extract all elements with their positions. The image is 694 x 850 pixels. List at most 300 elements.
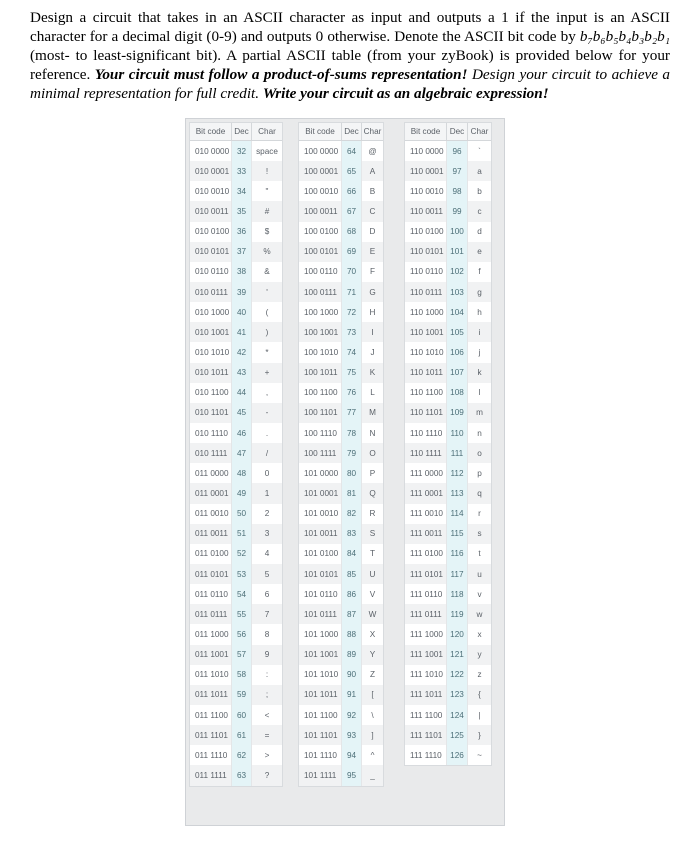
dec-cell: 41 xyxy=(232,322,252,342)
char-cell: Z xyxy=(369,670,375,680)
bit-code-cell: 010 1010 xyxy=(190,342,232,362)
bit-code-cell: 100 1000 xyxy=(299,302,342,322)
bit-code-cell: 101 0010 xyxy=(299,504,342,524)
bit-code-cell: 111 0001 xyxy=(405,483,447,503)
table-row xyxy=(299,363,383,383)
bit-code-cell: 100 1111 xyxy=(299,443,342,463)
bit-code-cell: 010 0011 xyxy=(190,201,232,221)
char-cell: : xyxy=(265,670,269,680)
char-cell: r xyxy=(478,509,481,519)
header-char: Char xyxy=(252,123,282,141)
char-cell: u xyxy=(468,564,491,584)
table-row xyxy=(190,322,282,342)
bit-code-cell: 010 1110 xyxy=(190,423,232,443)
dec-cell: 50 xyxy=(232,504,252,524)
bit-code-cell: 010 0101 xyxy=(190,242,232,262)
char-cell: 9 xyxy=(252,645,282,665)
char-cell: A xyxy=(362,161,383,181)
bit-code-cell: 100 0001 xyxy=(299,161,342,181)
bit-code-cell: 010 0111 xyxy=(190,282,232,302)
char-cell: E xyxy=(362,242,383,262)
table-row xyxy=(299,544,383,564)
char-cell: 0 xyxy=(264,468,270,478)
bit-code-cell: 110 1001 xyxy=(405,322,447,342)
dec-cell: 120 xyxy=(447,624,468,644)
dec-cell: 100 xyxy=(447,222,468,242)
char-cell: f xyxy=(478,267,481,277)
char-cell: * xyxy=(265,347,269,357)
table-row xyxy=(405,665,491,685)
bit-code-cell: 111 0000 xyxy=(405,463,447,483)
char-cell: d xyxy=(477,227,482,237)
table-row xyxy=(190,463,282,483)
char-cell: 4 xyxy=(264,549,270,559)
table-row xyxy=(405,262,491,282)
table-row xyxy=(190,222,282,242)
table-row xyxy=(299,141,383,161)
dec-cell: 96 xyxy=(447,141,468,161)
dec-cell: 38 xyxy=(232,262,252,282)
bit-code-cell: 010 1111 xyxy=(190,443,232,463)
table-row xyxy=(405,745,491,765)
char-cell: 6 xyxy=(264,589,270,599)
dec-cell: 79 xyxy=(342,443,362,463)
table-row xyxy=(405,302,491,322)
char-cell: = xyxy=(252,725,282,745)
dec-cell: 51 xyxy=(232,524,252,544)
table-row xyxy=(405,645,491,665)
bit-code-cell: 100 0000 xyxy=(299,141,342,161)
char-cell: I xyxy=(362,322,383,342)
bit-code-cell: 101 0110 xyxy=(299,584,342,604)
char-cell: J xyxy=(370,347,375,357)
dec-cell: 82 xyxy=(342,504,362,524)
table-row xyxy=(299,584,383,604)
dec-cell: 95 xyxy=(342,765,362,785)
table-row xyxy=(190,705,282,725)
char-cell: # xyxy=(252,201,282,221)
table-row xyxy=(299,483,383,503)
char-cell: v xyxy=(477,589,482,599)
bit-code-cell: 110 1100 xyxy=(405,383,447,403)
bit-code-cell: 101 0101 xyxy=(299,564,342,584)
dec-cell: 124 xyxy=(447,705,468,725)
dec-cell: 85 xyxy=(342,564,362,584)
table-row xyxy=(299,604,383,624)
bit-code-cell: 101 0001 xyxy=(299,483,342,503)
table-row xyxy=(299,423,383,443)
dec-cell: 71 xyxy=(342,282,362,302)
char-cell: | xyxy=(478,710,481,720)
table-row xyxy=(405,322,491,342)
char-cell: N xyxy=(369,428,376,438)
bit-code-cell: 111 1011 xyxy=(405,685,447,705)
bit-code-cell: 110 0000 xyxy=(405,141,447,161)
dec-cell: 46 xyxy=(232,423,252,443)
table-row xyxy=(405,161,491,181)
bit-code-cell: 111 0100 xyxy=(405,544,447,564)
dec-cell: 64 xyxy=(342,141,362,161)
bit-code-cell: 111 1100 xyxy=(405,705,447,725)
bit-code-cell: 100 1011 xyxy=(299,363,342,383)
char-cell: y xyxy=(468,645,491,665)
header-char: Char xyxy=(362,123,383,141)
dec-cell: 44 xyxy=(232,383,252,403)
char-cell: > xyxy=(264,750,270,760)
bit-code-cell: 110 1000 xyxy=(405,302,447,322)
char-cell: . xyxy=(265,428,269,438)
dec-cell: 70 xyxy=(342,262,362,282)
char-cell: ! xyxy=(252,161,282,181)
dec-cell: 114 xyxy=(447,504,468,524)
char-cell: 3 xyxy=(252,524,282,544)
dec-cell: 58 xyxy=(232,665,252,685)
char-cell: i xyxy=(468,322,491,342)
table-row xyxy=(190,604,282,624)
header-bit-code: Bit code xyxy=(299,123,342,141)
char-cell: O xyxy=(362,443,383,463)
dec-cell: 45 xyxy=(232,403,252,423)
table-row xyxy=(299,383,383,403)
char-cell: P xyxy=(369,468,376,478)
dec-cell: 39 xyxy=(232,282,252,302)
char-cell: k xyxy=(468,363,491,383)
table-row xyxy=(405,705,491,725)
table-row xyxy=(190,765,282,785)
char-cell: K xyxy=(362,363,383,383)
dec-cell: 86 xyxy=(342,584,362,604)
table-row xyxy=(190,282,282,302)
bit-code-cell: 011 0100 xyxy=(190,544,232,564)
table-row xyxy=(405,483,491,503)
dec-cell: 54 xyxy=(232,584,252,604)
dec-cell: 119 xyxy=(447,604,468,624)
char-cell: + xyxy=(252,363,282,383)
bit-code-cell: 111 0101 xyxy=(405,564,447,584)
algebraic-requirement: Write your circuit as an algebraic expression! xyxy=(262,85,549,102)
bit-code-cell: 110 1010 xyxy=(405,342,447,362)
table-row xyxy=(190,624,282,644)
dec-cell: 67 xyxy=(342,201,362,221)
bit-code-cell: 110 0001 xyxy=(405,161,447,181)
char-cell: B xyxy=(369,186,376,196)
bit-code-cell: 101 1011 xyxy=(299,685,342,705)
bit-code-cell: 101 1000 xyxy=(299,624,342,644)
char-cell: { xyxy=(468,685,491,705)
dec-cell: 107 xyxy=(447,363,468,383)
char-cell: ] xyxy=(362,725,383,745)
char-cell: j xyxy=(478,347,481,357)
char-cell: G xyxy=(362,282,383,302)
char-cell: Q xyxy=(362,483,383,503)
dec-cell: 109 xyxy=(447,403,468,423)
char-cell: S xyxy=(362,524,383,544)
bit-code-cell: 011 0010 xyxy=(190,504,232,524)
dec-cell: 125 xyxy=(447,725,468,745)
bit-code-cell: 011 0001 xyxy=(190,483,232,503)
table-row xyxy=(299,322,383,342)
table-row xyxy=(299,242,383,262)
dec-cell: 92 xyxy=(342,705,362,725)
table-row xyxy=(299,443,383,463)
bit-code-cell: 101 1110 xyxy=(299,745,342,765)
table-row xyxy=(299,161,383,181)
char-cell: t xyxy=(478,549,481,559)
bit-code-cell: 100 1010 xyxy=(299,342,342,362)
bit-code-cell: 011 1000 xyxy=(190,624,232,644)
dec-cell: 33 xyxy=(232,161,252,181)
dec-cell: 105 xyxy=(447,322,468,342)
ascii-table-group-3 xyxy=(404,122,492,766)
table-row xyxy=(190,645,282,665)
ascii-subtable xyxy=(190,123,282,786)
dec-cell: 98 xyxy=(447,181,468,201)
table-row xyxy=(190,504,282,524)
char-cell: n xyxy=(477,428,482,438)
ascii-table-group-1 xyxy=(189,122,283,787)
table-row xyxy=(405,564,491,584)
bit-code-cell: 011 0110 xyxy=(190,584,232,604)
char-cell: ) xyxy=(252,322,282,342)
table-row xyxy=(299,222,383,242)
table-row xyxy=(299,181,383,201)
bit-code-cell: 100 0111 xyxy=(299,282,342,302)
dec-cell: 108 xyxy=(447,383,468,403)
dec-cell: 53 xyxy=(232,564,252,584)
char-cell: 7 xyxy=(252,604,282,624)
table-row xyxy=(190,242,282,262)
ascii-subtable xyxy=(405,123,491,765)
dec-cell: 73 xyxy=(342,322,362,342)
ascii-table-group-2 xyxy=(298,122,384,787)
char-cell: T xyxy=(369,549,375,559)
char-cell: ` xyxy=(478,146,481,156)
table-row xyxy=(299,403,383,423)
dec-cell: 118 xyxy=(447,584,468,604)
dec-cell: 104 xyxy=(447,302,468,322)
dec-cell: 72 xyxy=(342,302,362,322)
table-row xyxy=(405,725,491,745)
table-row xyxy=(190,181,282,201)
bit-code-cell: 110 0111 xyxy=(405,282,447,302)
dec-cell: 113 xyxy=(447,483,468,503)
ascii-table xyxy=(185,118,505,826)
table-row xyxy=(299,645,383,665)
table-row xyxy=(405,282,491,302)
table-row xyxy=(405,242,491,262)
char-cell: < xyxy=(264,710,270,720)
table-row xyxy=(190,423,282,443)
table-row xyxy=(299,302,383,322)
dec-cell: 123 xyxy=(447,685,468,705)
dec-cell: 36 xyxy=(232,222,252,242)
bit-code-cell: 111 1001 xyxy=(405,645,447,665)
char-cell: M xyxy=(362,403,383,423)
table-row xyxy=(299,745,383,765)
bit-code-cell: 011 0111 xyxy=(190,604,232,624)
table-row xyxy=(405,544,491,564)
dec-cell: 111 xyxy=(447,443,468,463)
table-row xyxy=(299,524,383,544)
char-cell: X xyxy=(369,629,376,639)
dec-cell: 49 xyxy=(232,483,252,503)
char-cell: z xyxy=(477,670,482,680)
bit-code-cell: 101 1101 xyxy=(299,725,342,745)
table-row xyxy=(405,584,491,604)
dec-cell: 81 xyxy=(342,483,362,503)
table-row xyxy=(299,201,383,221)
dec-cell: 40 xyxy=(232,302,252,322)
ascii-subtable xyxy=(299,123,383,786)
table-row xyxy=(405,201,491,221)
bit-code-cell: 100 0011 xyxy=(299,201,342,221)
bit-code-cell: 010 1100 xyxy=(190,383,232,403)
char-cell: D xyxy=(369,227,376,237)
char-cell: R xyxy=(369,509,376,519)
table-row xyxy=(190,725,282,745)
dec-cell: 101 xyxy=(447,242,468,262)
dec-cell: 74 xyxy=(342,342,362,362)
table-row xyxy=(190,524,282,544)
dec-cell: 52 xyxy=(232,544,252,564)
table-row xyxy=(299,685,383,705)
bit-code-cell: 011 1101 xyxy=(190,725,232,745)
bit-code-cell: 111 1000 xyxy=(405,624,447,644)
table-row xyxy=(405,403,491,423)
char-cell: 8 xyxy=(264,629,270,639)
bit-code-cell: 100 0100 xyxy=(299,222,342,242)
dec-cell: 88 xyxy=(342,624,362,644)
dec-cell: 83 xyxy=(342,524,362,544)
header-dec: Dec xyxy=(342,123,362,141)
dec-cell: 97 xyxy=(447,161,468,181)
table-row xyxy=(299,262,383,282)
bit-code-cell: 100 0010 xyxy=(299,181,342,201)
dec-cell: 37 xyxy=(232,242,252,262)
bit-code-cell: 101 1100 xyxy=(299,705,342,725)
char-cell: ( xyxy=(265,307,269,317)
char-cell: p xyxy=(477,468,482,478)
dec-cell: 47 xyxy=(232,443,252,463)
table-row xyxy=(190,141,282,161)
dec-cell: 103 xyxy=(447,282,468,302)
bit-code-cell: 011 1110 xyxy=(190,745,232,765)
table-row xyxy=(405,383,491,403)
char-cell: W xyxy=(362,604,383,624)
dec-cell: 55 xyxy=(232,604,252,624)
dec-cell: 117 xyxy=(447,564,468,584)
header-bit-code: Bit code xyxy=(405,123,447,141)
header-dec: Dec xyxy=(447,123,468,141)
bit-code-cell: 101 0100 xyxy=(299,544,342,564)
dec-cell: 61 xyxy=(232,725,252,745)
char-cell: V xyxy=(369,589,376,599)
dec-cell: 80 xyxy=(342,463,362,483)
char-cell: ~ xyxy=(477,750,482,760)
table-row xyxy=(299,342,383,362)
table-row xyxy=(405,524,491,544)
dec-cell: 42 xyxy=(232,342,252,362)
dec-cell: 102 xyxy=(447,262,468,282)
char-cell: U xyxy=(362,564,383,584)
bit-code-cell: 110 1111 xyxy=(405,443,447,463)
table-row xyxy=(190,443,282,463)
header-bit-code: Bit code xyxy=(190,123,232,141)
bit-code-cell: 010 1011 xyxy=(190,363,232,383)
dec-cell: 126 xyxy=(447,745,468,765)
char-cell: 2 xyxy=(264,509,270,519)
problem-statement xyxy=(30,8,670,103)
char-cell: ? xyxy=(252,765,282,785)
table-row xyxy=(405,624,491,644)
table-row xyxy=(299,765,383,785)
minimal-requirement: Design your circuit to achieve a minimal representation for full credit. xyxy=(30,66,670,102)
table-row xyxy=(405,141,491,161)
dec-cell: 84 xyxy=(342,544,362,564)
bit-code-cell: 101 1111 xyxy=(299,765,342,785)
bit-code-cell: 011 0011 xyxy=(190,524,232,544)
table-row xyxy=(299,564,383,584)
char-cell: \ xyxy=(371,710,374,720)
char-cell: s xyxy=(468,524,491,544)
table-row xyxy=(190,483,282,503)
table-row xyxy=(190,685,282,705)
table-row xyxy=(190,363,282,383)
bitcode-symbol: b₇b₆b₅b₄b₃b₂b₁ xyxy=(579,28,670,45)
bit-code-cell: 111 0011 xyxy=(405,524,447,544)
dec-cell: 115 xyxy=(447,524,468,544)
table-row xyxy=(190,584,282,604)
dec-cell: 116 xyxy=(447,544,468,564)
dec-cell: 76 xyxy=(342,383,362,403)
bit-code-cell: 011 0000 xyxy=(190,463,232,483)
bit-code-cell: 101 1010 xyxy=(299,665,342,685)
table-row xyxy=(405,181,491,201)
table-row xyxy=(190,262,282,282)
char-cell: % xyxy=(252,242,282,262)
bit-code-cell: 010 1001 xyxy=(190,322,232,342)
table-row xyxy=(299,624,383,644)
pos-requirement: Your circuit must follow a product-of-sums representation! xyxy=(94,66,468,83)
table-row xyxy=(190,161,282,181)
dec-cell: 89 xyxy=(342,645,362,665)
table-row xyxy=(405,363,491,383)
dec-cell: 90 xyxy=(342,665,362,685)
bit-code-cell: 010 0000 xyxy=(190,141,232,161)
bit-code-cell: 111 0010 xyxy=(405,504,447,524)
bit-code-cell: 011 1011 xyxy=(190,685,232,705)
bit-code-cell: 011 1001 xyxy=(190,645,232,665)
table-row xyxy=(190,383,282,403)
char-cell: ; xyxy=(252,685,282,705)
bit-code-cell: 010 1000 xyxy=(190,302,232,322)
table-row xyxy=(299,665,383,685)
char-cell: ' xyxy=(252,282,282,302)
char-cell: / xyxy=(252,443,282,463)
bit-code-cell: 010 0001 xyxy=(190,161,232,181)
bit-code-cell: 011 1010 xyxy=(190,665,232,685)
table-row xyxy=(190,544,282,564)
char-cell: , xyxy=(265,388,269,398)
char-cell: m xyxy=(468,403,491,423)
bit-code-cell: 111 1110 xyxy=(405,745,447,765)
char-cell: " xyxy=(265,186,269,196)
bit-code-cell: 111 0111 xyxy=(405,604,447,624)
table-row xyxy=(190,665,282,685)
bit-code-cell: 110 0101 xyxy=(405,242,447,262)
bit-code-cell: 110 1101 xyxy=(405,403,447,423)
dec-cell: 60 xyxy=(232,705,252,725)
